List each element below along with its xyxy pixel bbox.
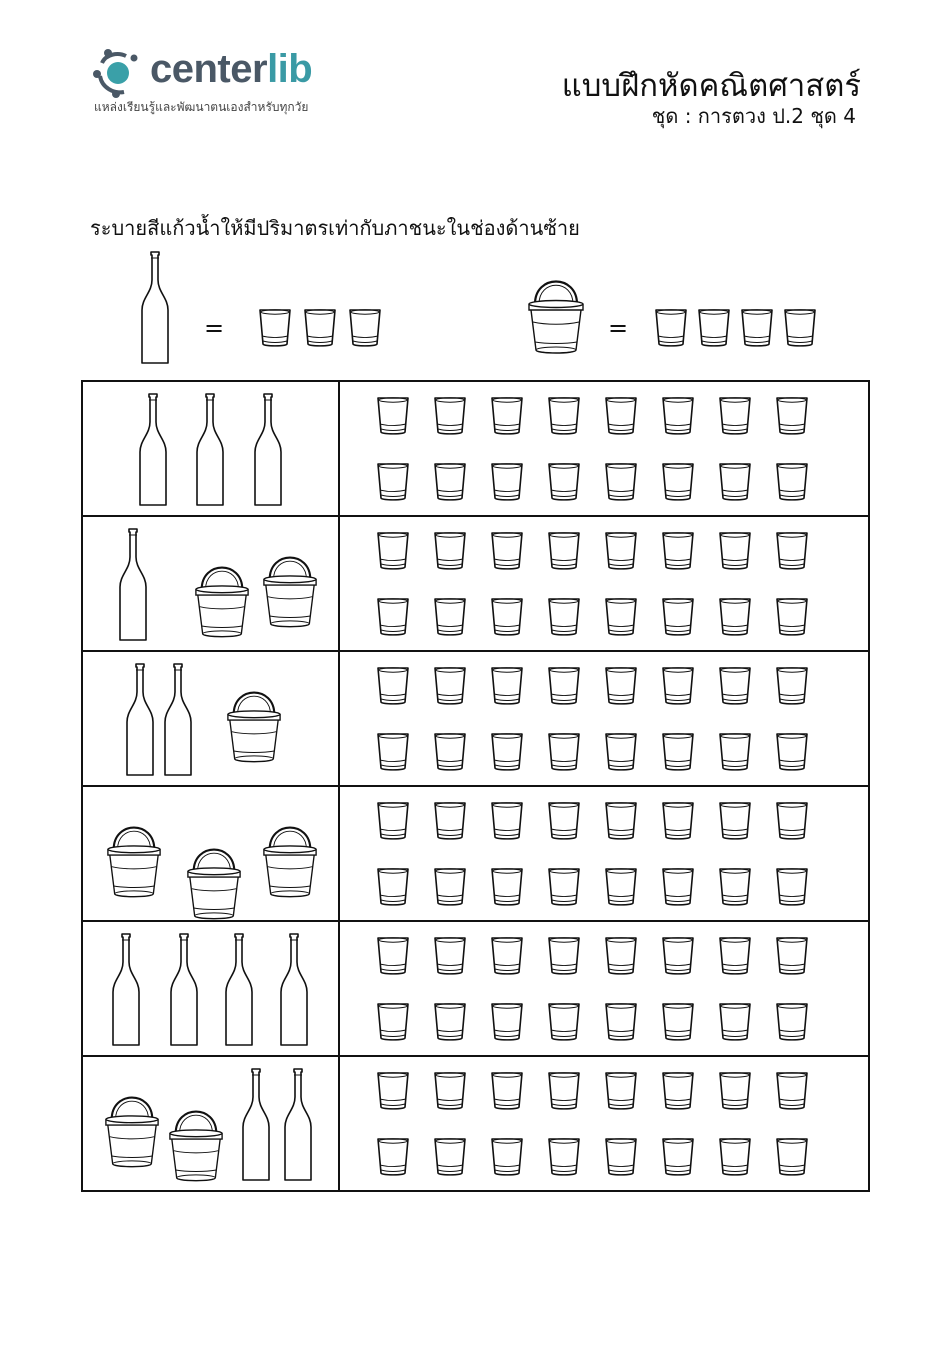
glass-icon[interactable] — [775, 1137, 809, 1177]
glass-icon[interactable] — [490, 936, 524, 976]
glass-slot[interactable] — [547, 449, 604, 515]
glass-slot[interactable] — [433, 923, 490, 989]
glass-slot[interactable] — [604, 854, 661, 920]
glass-icon[interactable] — [433, 462, 467, 502]
glass-slot[interactable] — [433, 653, 490, 719]
bottle-icon — [283, 1067, 313, 1182]
glass-icon[interactable] — [547, 396, 581, 436]
glass-icon[interactable] — [604, 1071, 638, 1111]
glass-slot[interactable] — [661, 1124, 718, 1190]
container-group — [83, 787, 338, 920]
glass-icon[interactable] — [433, 396, 467, 436]
glass-slot[interactable] — [376, 989, 433, 1055]
glass-slot[interactable] — [490, 788, 547, 854]
glass-slot[interactable] — [433, 1058, 490, 1124]
glass-slot[interactable] — [604, 449, 661, 515]
glass-slot[interactable] — [718, 989, 775, 1055]
bottle-icon — [163, 662, 193, 777]
glass-slot[interactable] — [376, 1124, 433, 1190]
glass-icon[interactable] — [718, 1071, 752, 1111]
glass-icon[interactable] — [775, 666, 809, 706]
bucket-icon — [185, 838, 243, 922]
exercise-row — [82, 516, 869, 651]
glass-slot[interactable] — [376, 584, 433, 650]
glass-icon[interactable] — [376, 396, 410, 436]
glass-slot[interactable] — [547, 383, 604, 449]
glass-icon[interactable] — [433, 1137, 467, 1177]
glass-icon[interactable] — [433, 1002, 467, 1042]
glass-icon[interactable] — [376, 597, 410, 637]
logo-wordmark: centerlib — [150, 47, 313, 91]
equivalence-bottle — [140, 250, 400, 365]
glass-icon — [697, 308, 731, 348]
glass-icon[interactable] — [718, 396, 752, 436]
glasses-cell — [339, 516, 869, 651]
glass-icon[interactable] — [604, 1137, 638, 1177]
glass-slot[interactable] — [718, 788, 775, 854]
glass-slot[interactable] — [376, 788, 433, 854]
glass-icon[interactable] — [433, 1071, 467, 1111]
container-group — [83, 1057, 338, 1190]
glasses-grid — [340, 653, 868, 785]
glass-slot[interactable] — [775, 1124, 832, 1190]
glass-slot[interactable] — [490, 1124, 547, 1190]
glass-icon[interactable] — [547, 1071, 581, 1111]
bucket-icon — [103, 1086, 161, 1170]
glass-icon[interactable] — [604, 936, 638, 976]
glass-icon[interactable] — [718, 936, 752, 976]
glass-slot[interactable] — [433, 1124, 490, 1190]
glass-icon[interactable] — [547, 801, 581, 841]
glass-icon[interactable] — [661, 936, 695, 976]
glass-icon[interactable] — [547, 867, 581, 907]
glass-icon — [783, 308, 817, 348]
glass-slot[interactable] — [433, 584, 490, 650]
glass-icon[interactable] — [775, 867, 809, 907]
glass-icon[interactable] — [490, 801, 524, 841]
glass-icon[interactable] — [604, 396, 638, 436]
glass-icon[interactable] — [433, 867, 467, 907]
bottle-icon — [138, 392, 168, 507]
glass-icon[interactable] — [376, 867, 410, 907]
container-group — [83, 922, 338, 1055]
glass-icon[interactable] — [376, 666, 410, 706]
glass-icon[interactable] — [661, 597, 695, 637]
glass-icon[interactable] — [547, 597, 581, 637]
container-cell — [82, 516, 339, 651]
container-group — [83, 652, 338, 785]
glass-slot[interactable] — [433, 383, 490, 449]
glass-icon[interactable] — [718, 1002, 752, 1042]
bottle-icon — [241, 1067, 271, 1182]
glass-icon[interactable] — [718, 597, 752, 637]
bucket-icon — [225, 681, 283, 765]
glass-slot[interactable] — [376, 653, 433, 719]
glass-icon[interactable] — [775, 936, 809, 976]
bottle-icon — [118, 527, 148, 642]
glass-slot[interactable] — [433, 518, 490, 584]
glass-slot[interactable] — [775, 584, 832, 650]
glass-slot[interactable] — [433, 854, 490, 920]
glass-slot[interactable] — [718, 923, 775, 989]
glasses-grid — [340, 1058, 868, 1190]
glass-icon[interactable] — [604, 462, 638, 502]
bucket-icon — [261, 816, 319, 900]
glass-slot[interactable] — [718, 449, 775, 515]
glass-slot[interactable] — [661, 653, 718, 719]
glass-slot[interactable] — [490, 854, 547, 920]
glass-icon — [740, 308, 774, 348]
container-group — [83, 382, 338, 515]
page-subtitle: ชุด : การตวง ป.2 ชุด 4 — [651, 104, 856, 128]
glass-icon[interactable] — [490, 732, 524, 772]
glass-icon — [654, 308, 688, 348]
glass-icon[interactable] — [775, 1002, 809, 1042]
glass-slot[interactable] — [490, 923, 547, 989]
glass-icon[interactable] — [775, 531, 809, 571]
glass-slot[interactable] — [490, 449, 547, 515]
glass-icon[interactable] — [661, 1071, 695, 1111]
glass-icon[interactable] — [376, 732, 410, 772]
glasses-grid — [340, 383, 868, 515]
glass-slot[interactable] — [718, 653, 775, 719]
glass-icon[interactable] — [661, 1002, 695, 1042]
logo-molecule-icon — [92, 46, 144, 98]
glass-icon[interactable] — [661, 801, 695, 841]
glass-icon[interactable] — [661, 462, 695, 502]
glass-icon[interactable] — [490, 597, 524, 637]
glass-slot[interactable] — [433, 719, 490, 785]
exercise-row — [82, 381, 869, 516]
glass-slot[interactable] — [775, 719, 832, 785]
glass-icon[interactable] — [376, 801, 410, 841]
glass-slot[interactable] — [547, 923, 604, 989]
glass-slot[interactable] — [718, 719, 775, 785]
glasses-grid — [340, 518, 868, 650]
glass-slot[interactable] — [604, 923, 661, 989]
glasses-cell — [339, 786, 869, 921]
bucket-icon — [193, 556, 251, 640]
glass-icon[interactable] — [661, 531, 695, 571]
glass-slot[interactable] — [604, 653, 661, 719]
glass-icon[interactable] — [718, 531, 752, 571]
glass-icon[interactable] — [547, 732, 581, 772]
glass-slot[interactable] — [718, 1124, 775, 1190]
glass-slot[interactable] — [718, 584, 775, 650]
glass-slot[interactable] — [661, 788, 718, 854]
bucket-icon — [105, 816, 163, 900]
glass-slot[interactable] — [775, 923, 832, 989]
glass-icon[interactable] — [775, 462, 809, 502]
glass-slot[interactable] — [604, 989, 661, 1055]
instruction-text: ระบายสีแก้วน้ำให้มีปริมาตรเท่ากับภาชนะในช่องด้านซ้าย — [90, 216, 580, 240]
glass-slot[interactable] — [433, 788, 490, 854]
glass-slot[interactable] — [547, 719, 604, 785]
glass-icon[interactable] — [775, 396, 809, 436]
glasses-cell — [339, 1056, 869, 1191]
bottle-icon — [125, 662, 155, 777]
glass-icon[interactable] — [718, 462, 752, 502]
page-title: แบบฝึกหัดคณิตศาสตร์ — [561, 68, 861, 104]
glasses-cell — [339, 381, 869, 516]
glass-slot[interactable] — [547, 788, 604, 854]
bucket-icon — [167, 1100, 225, 1184]
glass-group — [258, 308, 382, 348]
glass-slot[interactable] — [547, 1124, 604, 1190]
glass-icon[interactable] — [547, 1137, 581, 1177]
glass-slot[interactable] — [490, 383, 547, 449]
glass-slot[interactable] — [775, 989, 832, 1055]
glass-slot[interactable] — [604, 719, 661, 785]
container-cell — [82, 1056, 339, 1191]
exercise-table — [81, 380, 870, 1192]
glass-icon[interactable] — [376, 1002, 410, 1042]
glass-icon[interactable] — [718, 1137, 752, 1177]
glass-icon[interactable] — [433, 666, 467, 706]
glass-slot[interactable] — [604, 1124, 661, 1190]
glass-slot[interactable] — [490, 989, 547, 1055]
glass-slot[interactable] — [661, 518, 718, 584]
glass-slot[interactable] — [604, 518, 661, 584]
glass-icon[interactable] — [490, 531, 524, 571]
container-cell — [82, 381, 339, 516]
glass-icon[interactable] — [718, 867, 752, 907]
glass-slot[interactable] — [490, 584, 547, 650]
glass-slot[interactable] — [376, 449, 433, 515]
bucket-icon — [526, 270, 586, 356]
exercise-row — [82, 786, 869, 921]
glass-icon[interactable] — [604, 531, 638, 571]
glass-slot[interactable] — [718, 854, 775, 920]
glass-slot[interactable] — [661, 923, 718, 989]
glass-slot[interactable] — [775, 653, 832, 719]
glass-slot[interactable] — [547, 653, 604, 719]
glass-slot[interactable] — [661, 1058, 718, 1124]
glass-slot[interactable] — [661, 383, 718, 449]
glass-slot[interactable] — [490, 1058, 547, 1124]
bottle-icon — [169, 932, 199, 1047]
glass-icon[interactable] — [433, 801, 467, 841]
glass-slot[interactable] — [433, 449, 490, 515]
brand-logo — [92, 42, 352, 122]
glass-slot[interactable] — [718, 518, 775, 584]
glass-icon[interactable] — [604, 732, 638, 772]
glass-icon[interactable] — [547, 531, 581, 571]
glass-icon[interactable] — [376, 1137, 410, 1177]
glass-slot[interactable] — [604, 383, 661, 449]
glass-icon[interactable] — [376, 936, 410, 976]
glass-icon[interactable] — [490, 1071, 524, 1111]
glass-icon[interactable] — [661, 666, 695, 706]
glass-slot[interactable] — [376, 1058, 433, 1124]
glass-icon[interactable] — [433, 531, 467, 571]
glass-slot[interactable] — [604, 788, 661, 854]
equals-sign: = — [608, 314, 629, 342]
glass-slot[interactable] — [604, 1058, 661, 1124]
container-cell — [82, 921, 339, 1056]
glass-icon[interactable] — [547, 936, 581, 976]
bottle-icon — [279, 932, 309, 1047]
glass-icon[interactable] — [604, 867, 638, 907]
logo-tagline: แหล่งเรียนรู้และพัฒนาตนเองสำหรับทุกวัย — [94, 100, 309, 114]
glass-icon[interactable] — [433, 732, 467, 772]
glass-icon[interactable] — [490, 1137, 524, 1177]
glass-group — [654, 308, 817, 348]
glass-icon[interactable] — [718, 732, 752, 772]
glass-slot[interactable] — [604, 584, 661, 650]
exercise-row — [82, 1056, 869, 1191]
glass-icon[interactable] — [661, 867, 695, 907]
glass-slot[interactable] — [661, 719, 718, 785]
glass-slot[interactable] — [547, 989, 604, 1055]
glass-slot[interactable] — [775, 383, 832, 449]
bucket-icon — [261, 546, 319, 630]
glass-icon[interactable] — [775, 801, 809, 841]
glass-slot[interactable] — [661, 449, 718, 515]
bottle-icon — [195, 392, 225, 507]
equivalence-bucket — [526, 270, 826, 360]
glass-icon[interactable] — [376, 531, 410, 571]
glass-icon[interactable] — [433, 597, 467, 637]
glass-slot[interactable] — [718, 383, 775, 449]
glass-slot[interactable] — [376, 854, 433, 920]
glass-icon[interactable] — [604, 1002, 638, 1042]
glass-icon[interactable] — [490, 867, 524, 907]
glass-slot[interactable] — [547, 1058, 604, 1124]
glass-slot[interactable] — [376, 383, 433, 449]
glass-slot[interactable] — [490, 653, 547, 719]
glass-slot[interactable] — [433, 989, 490, 1055]
glass-icon[interactable] — [604, 666, 638, 706]
glass-icon[interactable] — [547, 462, 581, 502]
glass-slot[interactable] — [775, 1058, 832, 1124]
bottle-icon — [140, 250, 170, 365]
glass-slot[interactable] — [490, 518, 547, 584]
exercise-row — [82, 651, 869, 786]
bottle-icon — [224, 932, 254, 1047]
glass-slot[interactable] — [547, 854, 604, 920]
glass-icon — [303, 308, 337, 348]
glass-icon[interactable] — [661, 732, 695, 772]
glasses-cell — [339, 651, 869, 786]
bottle-icon — [253, 392, 283, 507]
glass-slot[interactable] — [547, 518, 604, 584]
glass-icon[interactable] — [718, 666, 752, 706]
glasses-cell — [339, 921, 869, 1056]
glass-icon — [258, 308, 292, 348]
glass-slot[interactable] — [376, 923, 433, 989]
glass-icon[interactable] — [661, 1137, 695, 1177]
glass-slot[interactable] — [718, 1058, 775, 1124]
glass-slot[interactable] — [547, 584, 604, 650]
bottle-icon — [111, 932, 141, 1047]
glass-slot[interactable] — [376, 719, 433, 785]
glass-slot[interactable] — [490, 719, 547, 785]
container-cell — [82, 651, 339, 786]
glass-icon[interactable] — [775, 732, 809, 772]
glasses-grid — [340, 923, 868, 1055]
glass-icon — [348, 308, 382, 348]
glass-slot[interactable] — [775, 788, 832, 854]
glass-icon[interactable] — [433, 936, 467, 976]
exercise-row — [82, 921, 869, 1056]
glass-icon[interactable] — [490, 1002, 524, 1042]
glass-icon[interactable] — [604, 597, 638, 637]
glass-icon[interactable] — [547, 1002, 581, 1042]
glass-icon[interactable] — [547, 666, 581, 706]
glass-icon[interactable] — [775, 1071, 809, 1111]
glass-slot[interactable] — [775, 518, 832, 584]
glass-icon[interactable] — [490, 396, 524, 436]
glass-icon[interactable] — [718, 801, 752, 841]
glass-icon[interactable] — [376, 462, 410, 502]
glass-icon[interactable] — [376, 1071, 410, 1111]
glass-slot[interactable] — [376, 518, 433, 584]
glass-slot[interactable] — [775, 449, 832, 515]
glass-slot[interactable] — [661, 584, 718, 650]
glass-icon[interactable] — [604, 801, 638, 841]
glass-slot[interactable] — [661, 854, 718, 920]
container-group — [83, 517, 338, 650]
glass-icon[interactable] — [661, 396, 695, 436]
glass-icon[interactable] — [490, 666, 524, 706]
equals-sign: = — [204, 314, 225, 342]
glass-icon[interactable] — [490, 462, 524, 502]
glasses-grid — [340, 788, 868, 920]
glass-slot[interactable] — [775, 854, 832, 920]
container-cell — [82, 786, 339, 921]
glass-slot[interactable] — [661, 989, 718, 1055]
glass-icon[interactable] — [775, 597, 809, 637]
